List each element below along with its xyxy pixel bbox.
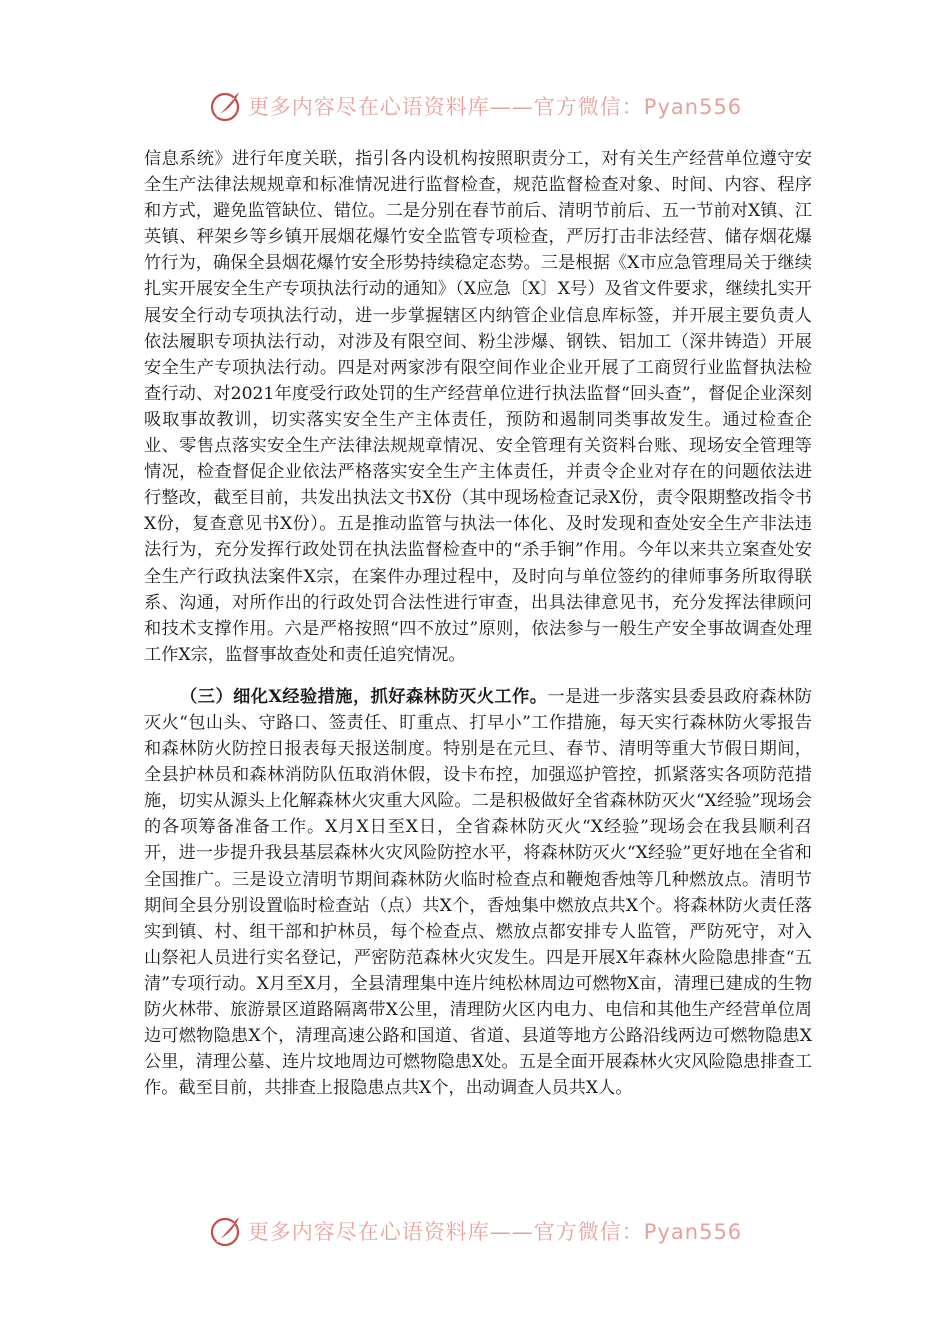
header-watermark <box>0 86 950 126</box>
paragraph-section-3 <box>144 684 812 1102</box>
feather-pen-logo-icon <box>208 1214 242 1248</box>
header-watermark-text: 更多内容尽在心语资料库——官方微信：Pyan556 <box>247 95 743 119</box>
document-body <box>144 146 812 1101</box>
feather-pen-logo-icon <box>208 89 242 123</box>
section-3-body: 一是进一步落实县委县政府森林防灭火“包山头、守路口、签责任、盯重点、打早小”工作措施，每天实行森林防火零报告和森林防火防控日报表每天报送制度。特别是在元旦、春节、清明等重大节假日期间，全县护林员和森林消防队伍取消休假，设卡布控，加强巡护管控，抓紧落实各项防范措施，切实从源头上化解森林火灾重大风险。二是积极做好全省森林防灭火“X经验”现场会的各项筹备准备工作。X月X日至X日，全省森林防灭火“X经验”现场会在我县顺利召开，进一步提升我县基层森林火灾风险防控水平，将森林防灭火“X经验”更好地在全省和全国推广。三是设立清明节期间森林防火临时检查点和鞭炮香烛等几种燃放点。清明节期间全县分别设置临时检查站（点）共X个，香烛集中燃放点共X个。将森林防火责任落实到镇、村、组干部和护林员，每个检查点、燃放点都安排专人监管，严防死守，对入山祭祀人员进行实名登记，严密防范森林火灾发生。四是开展X年森林火险隐患排查“五清”专项行动。X月至X月，全县清理集中连片纯松林周边可燃物X亩，清理已建成的生物防火林带、旅游景区道路隔离带X公里，清理防火区内电力、电信和其他生产经营单位周边可燃物隐患X个，清理高速公路和国道、省道、县道等地方公路沿线两边可燃物隐患X公里，清理公墓、连片坟地周边可燃物隐患X处。五是全面开展森林火灾风险隐患排查工作。截至目前，共排查上报隐患点共X个，出动调查人员共X人。 <box>144 686 812 1099</box>
section-3-heading: （三）细化X经验措施，抓好森林防灭火工作。 <box>180 686 548 707</box>
footer-watermark <box>0 1211 950 1251</box>
paragraph-law-enforcement: 信息系统》进行年度关联，指引各内设机构按照职责分工，对有关生产经营单位遵守安全生产法律法规规章和标准情况进行监督检查，规范监督检查对象、时间、内容、程序和方式，避免监管缺位、错位。二是分别在春节前后、清明节前后、五一节前对X镇、江英镇、秤架乡等乡镇开展烟花爆竹安全监管专项检查，严厉打击非法经营、储存烟花爆竹行为，确保全县烟花爆竹安全形势持续稳定态势。三是根据《X市应急管理局关于继续扎实开展安全生产专项执法行动的通知》（X应急〔X〕X号）及省文件要求，继续扎实开展安全行动专项执法行动，进一步掌握辖区内纳管企业信息库标签，并开展主要负责人依法履职专项执法行动，对涉及有限空间、粉尘涉爆、钢铁、铝加工（深井铸造）开展安全生产专项执法行动。四是对两家涉有限空间作业企业开展了工商贸行业监督执法检查行动、对2021年度受行政处罚的生产经营单位进行执法监督“回头查”，督促企业深刻吸取事故教训，切实落实安全生产主体责任，预防和遏制同类事故发生。通过检查企业、零售点落实安全生产法律法规规章情况、安全管理有关资料台账、现场安全管理等情况，检查督促企业依法严格落实安全生产主体责任，并责令企业对存在的问题依法进行整改，截至目前，共发出执法文书X份（其中现场检查记录X份，责令限期整改指令书X份，复查意见书X份）。五是推动监管与执法一体化、及时发现和查处安全生产非法违法行为，充分发挥行政处罚在执法监督检查中的“杀手锏”作用。今年以来共立案查处安全生产行政执法案件X宗，在案件办理过程中，及时向与单位签约的律师事务所取得联系、沟通，对所作出的行政处罚合法性进行审查，出具法律意见书，充分发挥法律顾问和技术支撑作用。六是严格按照“四不放过”原则，依法参与一般生产安全事故调查处理工作X宗，监督事故查处和责任追究情况。 <box>144 149 812 665</box>
footer-watermark-text: 更多内容尽在心语资料库——官方微信：Pyan556 <box>247 1220 743 1244</box>
